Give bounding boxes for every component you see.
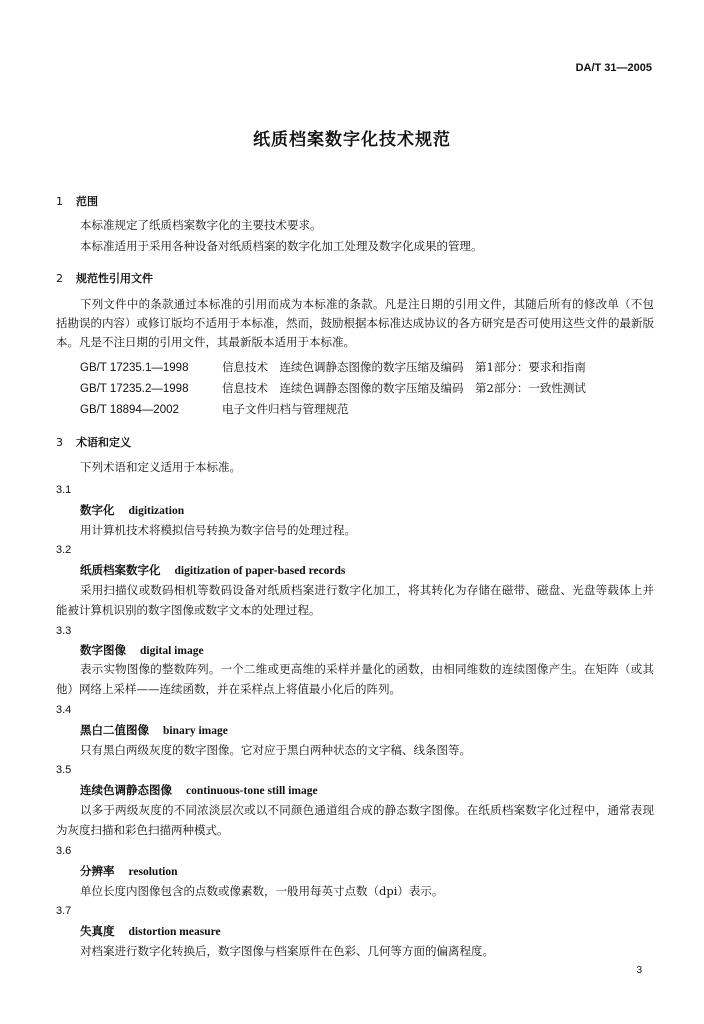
section-title: 术语和定义 [76,436,131,449]
term-definition: 表示实物图像的整数阵列。一个二维或更高维的采样并量化的函数，由相同维数的连续图像产生。在矩阵（或其他）网络上采样——连续函数，并在采样点上将值最小化后的阵列。 [56,662,654,696]
term-chinese: 数字化 [80,503,115,517]
reference-title: 信息技术 连续色调静态图像的数字压缩及编码 第2部分：一致性测试 [222,381,586,395]
document-title: 纸质档案数字化技术规范 [253,130,451,150]
term-number: 3.4 [56,704,72,716]
term-english: digital image [140,645,204,657]
term-heading [80,642,204,658]
term-heading [80,923,221,939]
term-english: continuous-tone still image [186,785,318,797]
term-number: 3.7 [56,905,72,917]
section-heading-terms [56,434,131,450]
term-chinese: 连续色调静态图像 [80,783,172,797]
term-chinese: 数字图像 [80,643,126,657]
section-number: 2 [56,272,63,285]
reference-standard-number: GB/T 17235.1—1998 [80,362,189,374]
term-chinese: 黑白二值图像 [80,723,149,737]
scope-paragraph-1: 本标准规定了纸质档案数字化的主要技术要求。 [80,218,322,232]
reference-item [80,358,660,378]
term-definition: 对档案进行数字化转换后，数字图像与档案原件在色彩、几何等方面的偏离程度。 [80,944,494,958]
term-number: 3.3 [56,625,72,637]
scope-paragraph-2: 本标准适用于采用各种设备对纸质档案的数字化加工处理及数字化成果的管理。 [80,239,483,253]
term-english: distortion measure [128,926,221,938]
term-number: 3.5 [56,764,72,776]
term-definition: 只有黑白两级灰度的数字图像。它对应于黑白两种状态的文字稿、线条图等。 [80,743,471,757]
term-heading [80,863,178,879]
term-number: 3.1 [56,484,72,496]
term-english: digitization [128,505,185,517]
term-heading [80,782,318,798]
term-heading [80,502,184,518]
document-code: DA/T 31—2005 [575,62,652,74]
reference-title: 电子文件归档与管理规范 [222,402,349,416]
section-heading-scope [56,193,98,209]
section-number: 1 [56,195,63,208]
term-english: resolution [128,866,178,878]
term-english: binary image [163,725,228,737]
term-heading [80,722,228,738]
term-chinese: 纸质档案数字化 [80,563,161,577]
term-chinese: 失真度 [80,924,115,938]
references-intro-paragraph: 下列文件中的条款通过本标准的引用而成为本标准的条款。凡是注日期的引用文件，其随后所有的修改单（不包括勘误的内容）或修订版均不适用于本标准，然而，鼓励根据本标准达成协议的各方研究是否可使用这些文件的最新版本。凡是不注日期的引用文件，其最新版本适用于本标准。 [56,297,654,349]
section-title: 规范性引用文件 [76,272,153,285]
term-definition: 以多于两级灰度的不同浓淡层次或以不同颜色通道组合成的静态数字图像。在纸质档案数字化过程中，通常表现为灰度扫描和彩色扫描两种模式。 [56,803,654,837]
term-chinese: 分辨率 [80,864,115,878]
terms-intro-paragraph: 下列术语和定义适用于本标准。 [80,460,241,474]
reference-standard-number: GB/T 17235.2—1998 [80,383,189,395]
term-english: digitization of paper-based records [174,565,346,577]
reference-title: 信息技术 连续色调静态图像的数字压缩及编码 第1部分：要求和指南 [222,360,586,374]
term-definition: 单位长度内图像包含的点数或像素数，一般用每英寸点数（dpi）表示。 [80,884,444,898]
term-heading [80,562,345,578]
reference-standard-number: GB/T 18894—2002 [80,404,179,416]
section-heading-normative-references [56,270,153,286]
reference-item [80,400,660,420]
page-number: 3 [636,965,642,976]
term-definition: 采用扫描仪或数码相机等数码设备对纸质档案进行数字化加工，将其转化为存储在磁带、磁盘、光盘等载体上并能被计算机识别的数字图像或数字文本的处理过程。 [56,583,654,617]
term-definition: 用计算机技术将模拟信号转换为数字信号的处理过程。 [80,523,356,537]
reference-item [80,379,660,399]
section-title: 范围 [76,195,98,208]
section-number: 3 [56,436,63,449]
term-number: 3.6 [56,845,72,857]
term-number: 3.2 [56,544,72,556]
